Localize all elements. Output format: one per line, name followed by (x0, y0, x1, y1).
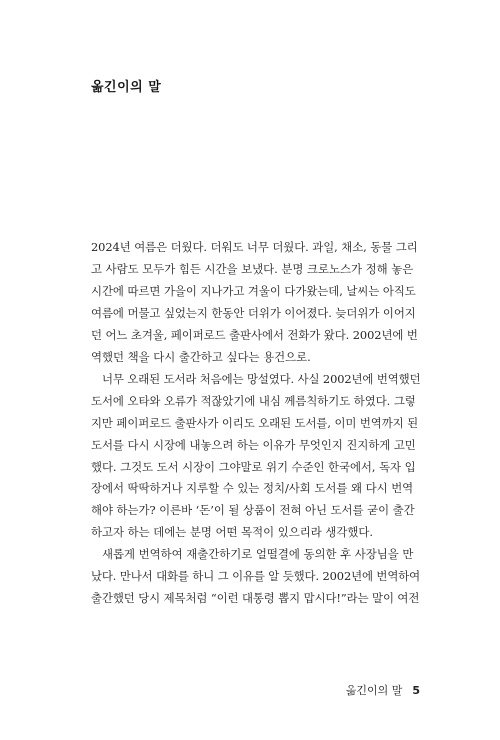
section-heading: 옮긴이의 말 (91, 80, 162, 95)
text-line: 새롭게 번역하여 재출간하기로 얼떨결에 동의한 후 사장님을 만 (102, 547, 414, 562)
text-line: 지만 페이퍼로드 출판사가 이리도 오래된 도서를, 이미 번역까지 된 (91, 415, 419, 430)
text-line: 여름에 머물고 싶었는지 한동안 더위가 이어졌다. 늦더위가 이어지 (91, 305, 416, 320)
text-line: 도서에 오타와 오류가 적잖았기에 내심 께름칙하기도 하였다. 그렇 (91, 393, 416, 408)
text-line: 시간에 따르면 가을이 지나가고 겨울이 다가왔는데, 날씨는 아직도 (91, 283, 416, 298)
text-line: 역했던 책을 다시 출간하고 싶다는 용건으로. (91, 349, 311, 364)
text-line: 너무 오래된 도서라 처음에는 망설였다. 사실 2002년에 번역했던 (102, 371, 421, 386)
text-line: 던 어느 초겨울, 페이퍼로드 출판사에서 전화가 왔다. 2002년에 번 (91, 327, 418, 342)
text-line: 해야 하는가? 이른바 ‘돈’이 될 상품이 전혀 아닌 도서를 굳이 출간 (91, 503, 415, 518)
text-line: 했다. 그것도 도서 시장이 그야말로 위기 수준인 한국에서, 독자 입 (91, 459, 416, 474)
running-footer-label: 옮긴이의 말 (345, 684, 403, 697)
text-line: 났다. 만나서 대화를 하니 그 이유를 알 듯했다. 2002년에 번역하여 (91, 569, 421, 584)
text-line: 하고자 하는 데에는 분명 어떤 목적이 있으리라 생각했다. (91, 525, 374, 540)
page-number: 5 (412, 684, 420, 697)
body-text (91, 237, 421, 610)
text-line: 장에서 딱딱하거나 지루할 수 있는 정치/사회 도서를 왜 다시 번역 (91, 481, 414, 496)
text-line: 고 사람도 모두가 힘든 시간을 보냈다. 분명 크로노스가 정해 놓은 (91, 261, 414, 276)
text-line: 출간했던 당시 제목처럼 “이런 대통령 뽑지 맙시다!”라는 말이 여전 (91, 591, 420, 606)
text-line: 도서를 다시 시장에 내놓으려 하는 이유가 무엇인지 진지하게 고민 (91, 437, 416, 452)
page-footer (346, 682, 420, 698)
text-line: 2024년 여름은 더웠다. 더워도 너무 더웠다. 과일, 채소, 동물 그리 (91, 240, 418, 254)
